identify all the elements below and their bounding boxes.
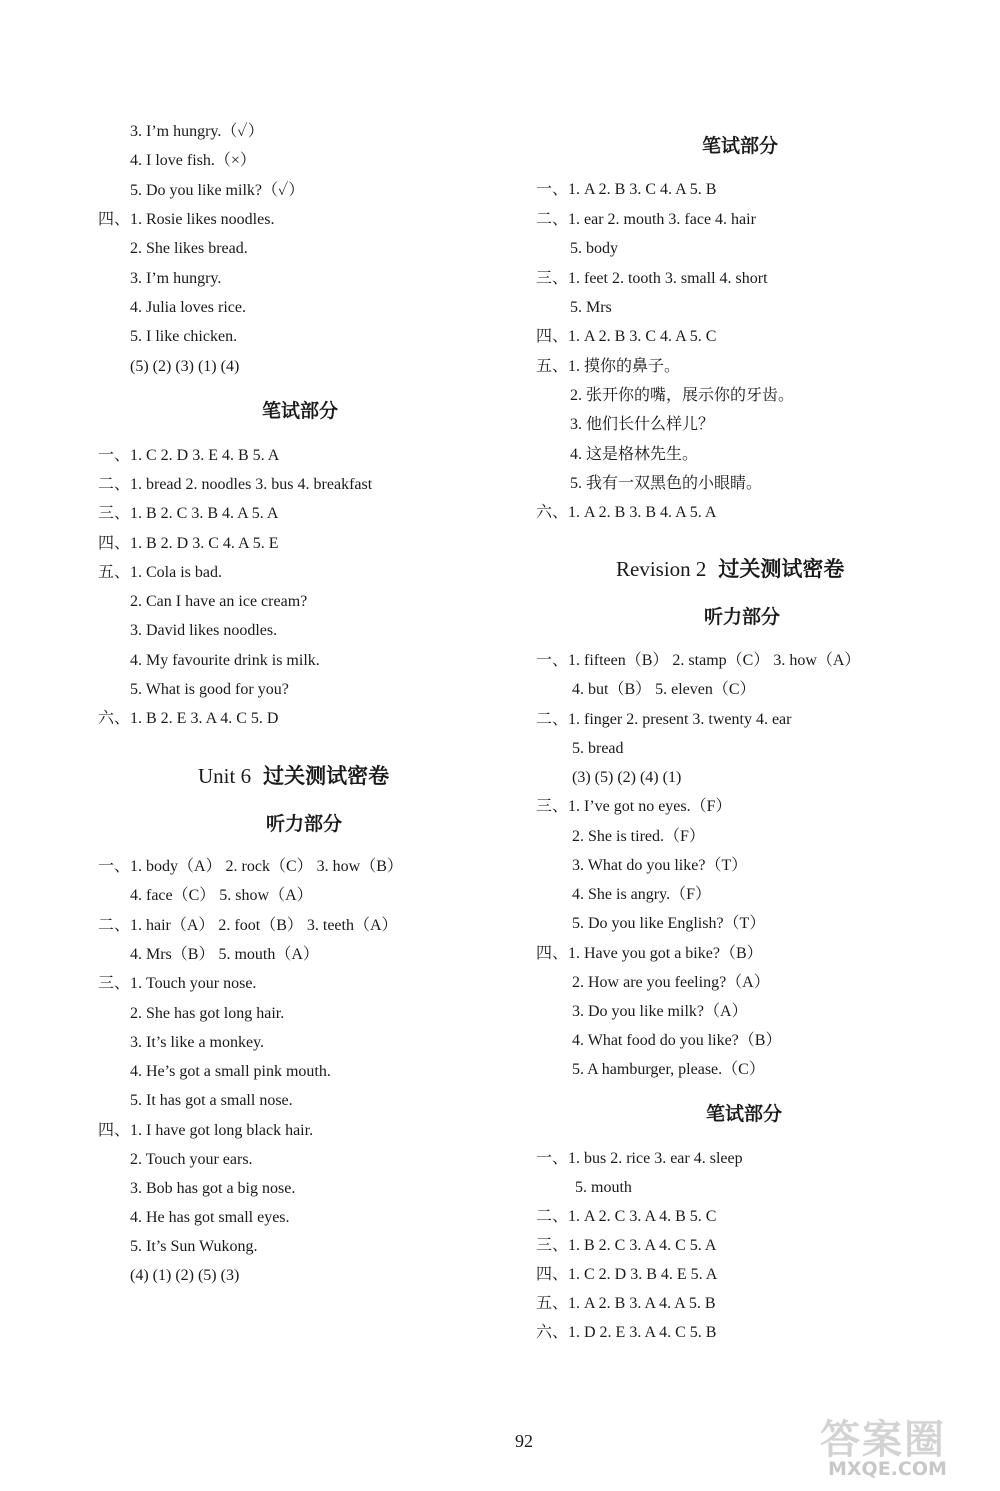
- answer-line: 三、1. B 2. C 3. B 4. A 5. A: [98, 505, 279, 522]
- answer-line: 3. David likes noodles.: [130, 622, 278, 639]
- answer-line: 三、1. feet 2. tooth 3. small 4. short: [536, 270, 768, 287]
- section-heading: 笔试部分: [262, 400, 339, 422]
- answer-line: 5. Do you like English?（T）: [572, 915, 766, 932]
- answer-line: 4. He’s got a small pink mouth.: [130, 1063, 331, 1080]
- answer-line: 5. 我有一双黑色的小眼睛。: [570, 475, 763, 492]
- section-heading: 笔试部分: [702, 135, 779, 157]
- answer-line: 4. Julia loves rice.: [130, 299, 246, 316]
- answer-line: 二、1. bread 2. noodles 3. bus 4. breakfast: [98, 476, 373, 493]
- section-heading: 笔试部分: [706, 1103, 783, 1125]
- unit-label: Revision 2: [616, 557, 707, 581]
- answer-line: 五、1. 摸你的鼻子。: [536, 358, 681, 375]
- answer-line: 一、1. A 2. B 3. C 4. A 5. B: [536, 181, 717, 198]
- answer-line: 4. She is angry.（F）: [572, 886, 711, 903]
- answer-line: 4. My favourite drink is milk.: [130, 652, 320, 669]
- answer-line: 5. Do you like milk?（✓）: [130, 182, 305, 199]
- answer-line: 六、1. D 2. E 3. A 4. C 5. B: [536, 1324, 717, 1341]
- answer-line: 一、1. C 2. D 3. E 4. B 5. A: [98, 447, 280, 464]
- answer-line: 3. Do you like milk?（A）: [572, 1003, 748, 1020]
- answer-line: 2. Touch your ears.: [130, 1151, 253, 1168]
- answer-line: 4. but（B） 5. eleven（C）: [572, 681, 756, 698]
- section-heading: 听力部分: [704, 606, 781, 628]
- unit-label: Unit 6: [198, 764, 252, 788]
- answer-line: 5. A hamburger, please.（C）: [572, 1061, 765, 1078]
- answer-line: (4) (1) (2) (5) (3): [130, 1267, 240, 1284]
- answer-line: 四、1. B 2. D 3. C 4. A 5. E: [98, 535, 279, 552]
- answer-line: 5. I like chicken.: [130, 328, 238, 345]
- answer-line: 3. It’s like a monkey.: [130, 1034, 265, 1051]
- answer-line: 三、1. I’ve got no eyes.（F）: [536, 798, 732, 815]
- watermark-logo: [820, 1408, 990, 1486]
- answer-line: 四、1. I have got long black hair.: [98, 1122, 314, 1139]
- answer-line: 四、1. Have you got a bike?（B）: [536, 945, 763, 962]
- answer-line: 4. face（C） 5. show（A）: [130, 887, 313, 904]
- answer-line: 四、1. A 2. B 3. C 4. A 5. C: [536, 328, 717, 345]
- answer-line: 3. I’m hungry.（✓）: [130, 123, 264, 140]
- watermark-mark: 答案圈: [820, 1417, 946, 1463]
- answer-line: 5. What is good for you?: [130, 681, 289, 698]
- answer-line: 六、1. A 2. B 3. B 4. A 5. A: [536, 504, 717, 521]
- unit-title: [198, 763, 389, 789]
- answer-line: 5. Mrs: [570, 299, 612, 316]
- answer-line: 三、1. B 2. C 3. A 4. C 5. A: [536, 1237, 717, 1254]
- answer-line: 5. It’s Sun Wukong.: [130, 1238, 258, 1255]
- answer-line: 五、1. Cola is bad.: [98, 564, 222, 581]
- answer-line: 4. He has got small eyes.: [130, 1209, 290, 1226]
- answer-line: 四、1. Rosie likes noodles.: [98, 211, 275, 228]
- answer-line: 2. She has got long hair.: [130, 1005, 285, 1022]
- answer-line: (3) (5) (2) (4) (1): [572, 769, 682, 786]
- answer-line: 一、1. body（A） 2. rock（C） 3. how（B）: [98, 858, 403, 875]
- answer-line: (5) (2) (3) (1) (4): [130, 358, 240, 375]
- answer-line: 一、1. fifteen（B） 2. stamp（C） 3. how（A）: [536, 652, 861, 669]
- answer-line: 4. What food do you like?（B）: [572, 1032, 782, 1049]
- answer-line: 2. She is tired.（F）: [572, 828, 705, 845]
- watermark-url: MXQE.COM: [828, 1458, 947, 1480]
- answer-line: 4. Mrs（B） 5. mouth（A）: [130, 946, 319, 963]
- answer-line: 4. 这是格林先生。: [570, 446, 699, 463]
- section-heading: 听力部分: [266, 813, 343, 835]
- answer-line: 2. She likes bread.: [130, 240, 248, 257]
- unit-title-text: 过关测试密卷: [263, 764, 390, 788]
- answer-line: 5. It has got a small nose.: [130, 1092, 293, 1109]
- page-number: 92: [515, 1431, 533, 1451]
- answer-line: 四、1. C 2. D 3. B 4. E 5. A: [536, 1266, 718, 1283]
- answer-line: 2. Can I have an ice cream?: [130, 593, 308, 610]
- answer-line: 2. 张开你的嘴，展示你的牙齿。: [570, 387, 795, 404]
- answer-line: 4. I love fish.（×）: [130, 152, 256, 169]
- answer-line: 5. body: [570, 240, 618, 257]
- answer-line: 二、1. A 2. C 3. A 4. B 5. C: [536, 1208, 717, 1225]
- answer-line: 3. Bob has got a big nose.: [130, 1180, 296, 1197]
- answer-line: 一、1. bus 2. rice 3. ear 4. sleep: [536, 1150, 743, 1167]
- answer-line: 三、1. Touch your nose.: [98, 975, 257, 992]
- answer-line: 五、1. A 2. B 3. A 4. A 5. B: [536, 1295, 716, 1312]
- answer-line: 六、1. B 2. E 3. A 4. C 5. D: [98, 710, 279, 727]
- answer-line: 5. mouth: [575, 1179, 632, 1196]
- answer-line: 5. bread: [572, 740, 624, 757]
- unit-title: [616, 556, 844, 582]
- answer-line: 3. 他们长什么样儿？: [570, 416, 715, 433]
- answer-line: 3. I’m hungry.: [130, 270, 222, 287]
- answer-line: 2. How are you feeling?（A）: [572, 974, 770, 991]
- answer-line: 二、1. hair（A） 2. foot（B） 3. teeth（A）: [98, 917, 398, 934]
- answer-line: 二、1. ear 2. mouth 3. face 4. hair: [536, 211, 756, 228]
- answer-line: 3. What do you like?（T）: [572, 857, 748, 874]
- unit-title-text: 过关测试密卷: [718, 557, 845, 581]
- answer-line: 二、1. finger 2. present 3. twenty 4. ear: [536, 711, 792, 728]
